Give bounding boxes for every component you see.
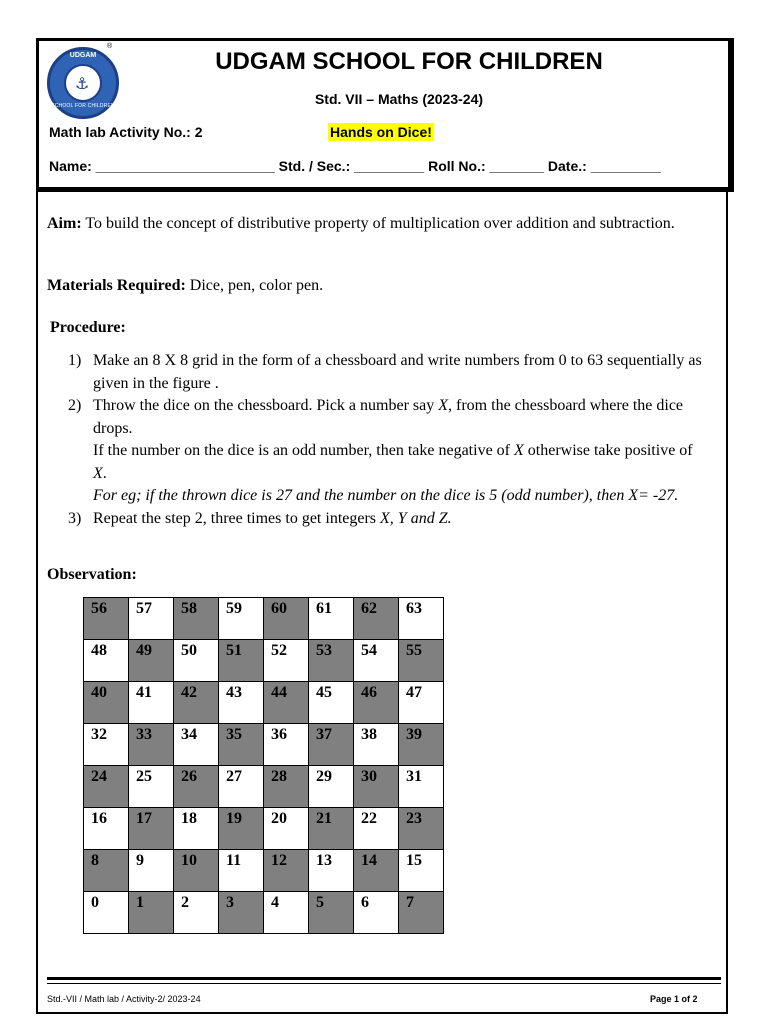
cell-number: 19 — [226, 810, 242, 827]
grid-cell — [354, 640, 399, 682]
footer-divider — [47, 977, 721, 980]
cell-number: 35 — [226, 726, 242, 743]
aim-section — [47, 213, 707, 235]
cell-number: 14 — [361, 852, 377, 869]
materials-section — [47, 277, 323, 295]
grid-cell — [399, 766, 444, 808]
grid-cell — [129, 640, 174, 682]
class-subject-line: Std. VII – Maths (2023-24) — [314, 91, 484, 107]
cell-number: 48 — [91, 642, 107, 659]
grid-row — [84, 598, 444, 640]
cell-number: 51 — [226, 642, 242, 659]
grid-cell — [174, 724, 219, 766]
step-text: Repeat the step 2, three times to get integers — [93, 509, 381, 527]
step-text: Throw the dice on the chessboard. Pick a number say — [93, 397, 439, 414]
grid-cell — [399, 724, 444, 766]
cell-number: 22 — [361, 810, 377, 827]
grid-cell — [174, 598, 219, 640]
grid-row — [84, 850, 444, 892]
cell-number: 53 — [316, 642, 332, 659]
cell-number: 18 — [181, 810, 197, 827]
cell-number: 27 — [226, 768, 242, 785]
grid-cell — [399, 850, 444, 892]
cell-number: 32 — [91, 726, 107, 743]
cell-number: 47 — [406, 684, 422, 701]
registered-mark: ® — [107, 43, 113, 50]
people-icon: ⚓ — [75, 74, 90, 93]
cell-number: 9 — [136, 852, 144, 869]
step-text: . — [102, 464, 107, 482]
grid-cell — [309, 766, 354, 808]
grid-cell — [129, 850, 174, 892]
grid-cell — [309, 682, 354, 724]
grid-cell — [129, 598, 174, 640]
grid-row — [84, 682, 444, 724]
aim-label: Aim: — [47, 215, 82, 232]
grid-cell — [219, 892, 264, 934]
grid-cell — [264, 892, 309, 934]
procedure-step-1 — [68, 350, 708, 395]
cell-number: 4 — [271, 894, 279, 911]
logo-emblem — [64, 64, 102, 102]
footer-document-id: Std.-VII / Math lab / Activity-2/ 2023-24 — [47, 994, 201, 1004]
cell-number: 16 — [91, 810, 107, 827]
cell-number: 24 — [91, 768, 107, 785]
cell-number: 52 — [271, 642, 287, 659]
grid-cell — [174, 892, 219, 934]
procedure-step-3 — [68, 508, 708, 531]
step-text: , from the chessboard where the dice drops. — [93, 397, 684, 437]
grid-cell — [84, 724, 129, 766]
grid-cell — [309, 640, 354, 682]
cell-number: 55 — [406, 642, 422, 659]
grid-cell — [354, 598, 399, 640]
grid-cell — [84, 766, 129, 808]
cell-number: 7 — [406, 894, 414, 911]
grid-cell — [84, 682, 129, 724]
example-text: For eg; if the thrown dice is 27 and the number on the dice is 5 (odd number), then X= -27. — [93, 487, 679, 504]
cell-number: 41 — [136, 684, 152, 701]
variable-x: X — [514, 442, 524, 459]
materials-text: Dice, pen, color pen. — [189, 277, 324, 294]
page-number: Page 1 of 2 — [650, 994, 698, 1004]
cell-number: 34 — [181, 726, 197, 743]
cell-number: 23 — [406, 810, 422, 827]
cell-number: 3 — [226, 894, 234, 911]
step-number: 3) — [68, 509, 82, 527]
variable-x: X — [93, 464, 103, 482]
grid-cell — [219, 682, 264, 724]
grid-cell — [129, 808, 174, 850]
footer-divider-thin — [47, 983, 721, 984]
cell-number: 56 — [91, 600, 107, 617]
cell-number: 40 — [91, 684, 107, 701]
cell-number: 62 — [361, 600, 377, 617]
cell-number: 8 — [91, 852, 99, 869]
cell-number: 17 — [136, 810, 152, 827]
grid-cell — [354, 724, 399, 766]
materials-label: Materials Required: — [47, 277, 186, 294]
header — [36, 38, 734, 192]
grid-cell — [129, 892, 174, 934]
grid-row — [84, 766, 444, 808]
cell-number: 44 — [271, 684, 287, 701]
grid-cell — [174, 640, 219, 682]
procedure-heading: Procedure: — [50, 319, 126, 336]
grid-cell — [354, 766, 399, 808]
cell-number: 39 — [406, 726, 422, 743]
cell-number: 31 — [406, 768, 422, 785]
cell-number: 5 — [316, 894, 324, 911]
school-name: UDGAM SCHOOL FOR CHILDREN — [215, 48, 603, 75]
grid-cell — [399, 598, 444, 640]
cell-number: 43 — [226, 684, 242, 701]
grid-cell — [264, 724, 309, 766]
cell-number: 25 — [136, 768, 152, 785]
grid-cell — [84, 850, 129, 892]
grid-cell — [264, 640, 309, 682]
procedure-step-2 — [68, 395, 708, 508]
cell-number: 46 — [361, 684, 377, 701]
cell-number: 1 — [136, 894, 144, 911]
cell-number: 21 — [316, 810, 332, 827]
grid-cell — [264, 682, 309, 724]
grid-cell — [354, 682, 399, 724]
grid-cell — [174, 682, 219, 724]
variable-x: X — [438, 397, 449, 414]
grid-cell — [129, 724, 174, 766]
student-details-line: Name: _______________________ Std. / Sec.: _________ Roll No.: _______ Date.: _________ — [49, 158, 661, 174]
grid-cell — [84, 598, 129, 640]
grid-row — [84, 640, 444, 682]
grid-cell — [174, 808, 219, 850]
cell-number: 60 — [271, 600, 287, 617]
observation-heading: Observation: — [47, 566, 137, 583]
cell-number: 36 — [271, 726, 287, 743]
grid-cell — [354, 808, 399, 850]
grid-cell — [399, 808, 444, 850]
cell-number: 58 — [181, 600, 197, 617]
cell-number: 63 — [406, 600, 422, 617]
grid-cell — [309, 598, 354, 640]
cell-number: 50 — [181, 642, 197, 659]
grid-cell — [399, 640, 444, 682]
cell-number: 37 — [316, 726, 332, 743]
cell-number: 13 — [316, 852, 332, 869]
grid-cell — [219, 766, 264, 808]
grid-cell — [264, 850, 309, 892]
cell-number: 12 — [271, 852, 287, 869]
aim-text: To build the concept of distributive property of multiplication over addition and subtraction. — [85, 215, 675, 232]
cell-number: 6 — [361, 894, 369, 911]
cell-number: 59 — [226, 600, 242, 617]
step-text: otherwise take positive of — [523, 442, 693, 459]
grid-cell — [129, 682, 174, 724]
grid-cell — [264, 766, 309, 808]
grid-cell — [354, 892, 399, 934]
cell-number: 54 — [361, 642, 377, 659]
cell-number: 11 — [226, 852, 242, 869]
step-number: 1) — [68, 352, 82, 369]
chessboard-grid — [83, 597, 444, 934]
grid-cell — [219, 808, 264, 850]
activity-number: Math lab Activity No.: 2 — [49, 124, 203, 140]
step-text: If the number on the dice is an odd number, then take negative of — [93, 442, 514, 459]
cell-number: 15 — [406, 852, 422, 869]
cell-number: 57 — [136, 600, 152, 617]
school-logo — [47, 47, 119, 119]
grid-cell — [129, 766, 174, 808]
grid-cell — [219, 850, 264, 892]
logo-top-text: UDGAM — [69, 52, 97, 59]
grid-cell — [399, 892, 444, 934]
cell-number: 49 — [136, 642, 152, 659]
grid-cell — [84, 640, 129, 682]
grid-cell — [309, 808, 354, 850]
grid-row — [84, 808, 444, 850]
grid-cell — [309, 724, 354, 766]
grid-cell — [219, 598, 264, 640]
grid-cell — [264, 598, 309, 640]
cell-number: 28 — [271, 768, 287, 785]
grid-cell — [264, 808, 309, 850]
activity-title: Hands on Dice! — [330, 124, 432, 140]
cell-number: 2 — [181, 894, 189, 911]
cell-number: 42 — [181, 684, 197, 701]
cell-number: 29 — [316, 768, 332, 785]
grid-cell — [399, 682, 444, 724]
grid-cell — [84, 808, 129, 850]
grid-row — [84, 892, 444, 934]
cell-number: 0 — [91, 894, 99, 911]
grid-cell — [174, 766, 219, 808]
cell-number: 20 — [271, 810, 287, 827]
cell-number: 10 — [181, 852, 197, 869]
grid-cell — [219, 640, 264, 682]
cell-number: 33 — [136, 726, 152, 743]
grid-cell — [84, 892, 129, 934]
cell-number: 30 — [361, 768, 377, 785]
grid-row — [84, 724, 444, 766]
procedure-steps — [68, 350, 708, 530]
grid-cell — [174, 850, 219, 892]
aim-paragraph — [47, 213, 707, 235]
logo-bottom-text: SCHOOL FOR CHILDREN — [51, 103, 115, 109]
cell-number: 38 — [361, 726, 377, 743]
grid-cell — [354, 850, 399, 892]
grid-cell — [219, 724, 264, 766]
cell-number: 45 — [316, 684, 332, 701]
variables-xyz: X, Y and Z. — [380, 509, 452, 527]
step-number: 2) — [68, 397, 82, 414]
cell-number: 26 — [181, 768, 197, 785]
step-text: Make an 8 X 8 grid in the form of a chessboard and write numbers from 0 to 63 sequentially as given in the figure . — [93, 352, 702, 392]
cell-number: 61 — [316, 600, 332, 617]
grid-cell — [309, 850, 354, 892]
grid-cell — [309, 892, 354, 934]
